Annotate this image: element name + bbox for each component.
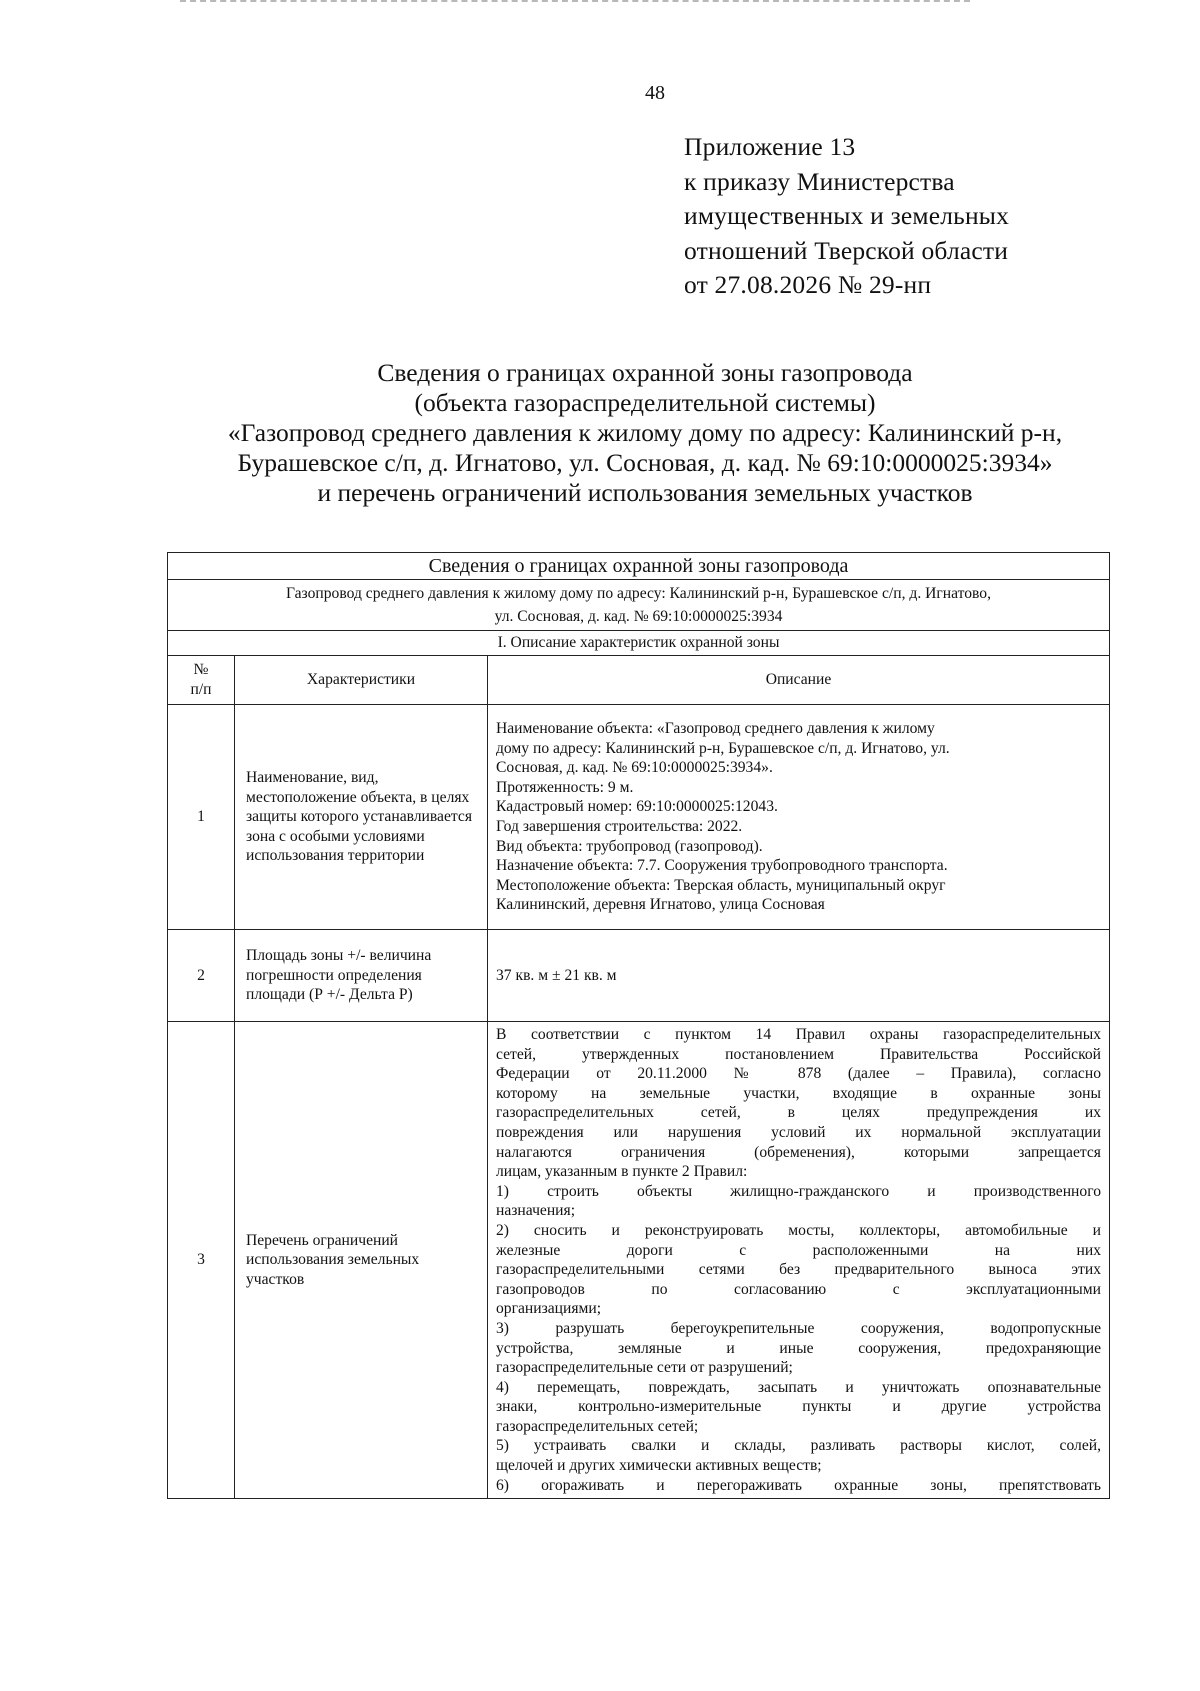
description-line: организациями; [496,1300,602,1318]
row-description [488,930,1110,1022]
description-line: газопроводов по согласованию с эксплуатационными [496,1280,1101,1298]
description-line: Местоположение объекта: Тверская область, муниципальный округ [496,876,946,894]
description-line: Кадастровый номер: 69:10:0000025:12043. [496,798,778,816]
description-line: газораспределительные сети от разрушений; [496,1359,793,1377]
description-line: 1) строить объекты жилищно-гражданского и производственного [496,1182,1101,1200]
appendix-line: к приказу Министерства [684,166,955,196]
row-characteristic: Перечень ограничений использования земельных участков [235,1022,488,1499]
title-line: Сведения о границах охранной зоны газопровода [377,358,913,387]
description-line: Сосновая, д. кад. № 69:10:0000025:3934». [496,759,773,777]
title-line: Бурашевское с/п, д. Игнатово, ул. Сосновая, д. кад. № 69:10:0000025:3934» [237,448,1053,477]
table-object-row [168,580,1110,631]
appendix-line: от 27.08.2026 № 29-нп [684,270,932,299]
table-heading: Сведения о границах охранной зоны газопровода [168,553,1110,580]
description-line: которому на земельные участки, входящие в охранные зоны [496,1084,1101,1102]
row-characteristic: Площадь зоны +/- величина погрешности определения площади (Р +/- Дельта Р) [235,930,488,1022]
description-line: щелочей и других химически активных веществ; [496,1457,822,1475]
column-header-number-line: № [193,661,209,679]
row-characteristic: Наименование, вид, местоположение объекта, в целях защиты которого устанавливается зона с особыми условиями использования территории [235,705,488,930]
title-line: (объекта газораспределительной системы) [414,388,876,417]
table-row [168,930,1110,1022]
description-line: газораспределительными сетями без предварительного выноса этих [496,1261,1101,1279]
appendix-block [684,130,1009,303]
description-line: 4) перемещать, повреждать, засыпать и уничтожать опознавательные [496,1378,1101,1396]
table-row [168,1022,1110,1499]
description-line: 6) огораживать и перегораживать охранные зоны, препятствовать [496,1476,1101,1494]
row-number: 2 [168,930,235,1022]
column-header-number-line: п/п [190,681,212,698]
column-header-number [168,656,235,705]
description-line: налагаются ограничения (обременения), которыми запрещается [496,1143,1101,1161]
description-line: устройства, земляные и иные сооружения, предохраняющие [496,1339,1101,1357]
description-line: знаки, контрольно-измерительные пункты и другие устройства [496,1398,1101,1416]
row-description [488,1022,1110,1499]
document-title [170,358,1120,508]
page-number: 48 [645,82,665,104]
description-line: Наименование объекта: «Газопровод среднего давления к жилому [496,720,935,738]
table-section-row [168,631,1110,656]
description-line: Год завершения строительства: 2022. [496,818,743,835]
protection-zone-table [167,552,1110,1499]
scan-edge-line [180,0,970,4]
table-heading-row [168,553,1110,580]
description-line: Протяженность: 9 м. [496,778,634,796]
description-line: сетей, утвержденных постановлением Правительства Российской [496,1045,1101,1063]
title-line: и перечень ограничений использования земельных участков [317,478,973,507]
description-line: Федерации от 20.11.2000 № 878 (далее – Правила), согласно [496,1065,1101,1083]
description-line: 2) сносить и реконструировать мосты, коллекторы, автомобильные и [496,1221,1101,1239]
description-line: газораспределительных сетей, в целях предупреждения их [496,1104,1101,1122]
description-line: назначения; [496,1202,576,1220]
description-line: В соответствии с пунктом 14 Правил охраны газораспределительных [496,1026,1101,1043]
appendix-line: Приложение 13 [684,132,856,161]
table-section-title: I. Описание характеристик охранной зоны [168,631,1110,656]
description-line: железные дороги с расположенными на них [496,1241,1101,1259]
description-line: дому по адресу: Калининский р-н, Бурашевское с/п, д. Игнатово, ул. [496,739,950,757]
row-number: 3 [168,1022,235,1499]
object-line: Газопровод среднего давления к жилому дому по адресу: Калининский р-н, Бурашевское с/п, д. Игнатово, [285,585,991,602]
table-row [168,705,1110,930]
description-line: Вид объекта: трубопровод (газопровод). [496,837,763,855]
table-column-header-row [168,656,1110,705]
title-line: «Газопровод среднего давления к жилому дому по адресу: Калининский р-н, [227,418,1063,447]
description-line: газораспределительных сетей; [496,1417,699,1435]
description-line: 3) разрушать берегоукрепительные сооружения, водопропускные [496,1319,1101,1337]
description-line: повреждения или нарушения условий их нормальной эксплуатации [496,1123,1101,1141]
appendix-line: имущественных и земельных [684,201,1010,230]
object-line: ул. Сосновая, д. кад. № 69:10:0000025:3934 [494,608,783,625]
row-description [488,705,1110,930]
appendix-line: отношений Тверской области [684,235,1009,265]
column-header-description: Описание [488,656,1110,705]
table-object-name [168,580,1110,631]
description-line: Калининский, деревня Игнатово, улица Сосновая [496,896,825,914]
description-line: лицам, указанным в пункте 2 Правил: [496,1163,748,1181]
column-header-characteristics: Характеристики [235,656,488,705]
description-line: 37 кв. м ± 21 кв. м [496,966,617,984]
row-number: 1 [168,705,235,930]
description-line: Назначение объекта: 7.7. Сооружения трубопроводного транспорта. [496,857,948,875]
description-line: 5) устраивать свалки и склады, разливать растворы кислот, солей, [496,1437,1101,1455]
